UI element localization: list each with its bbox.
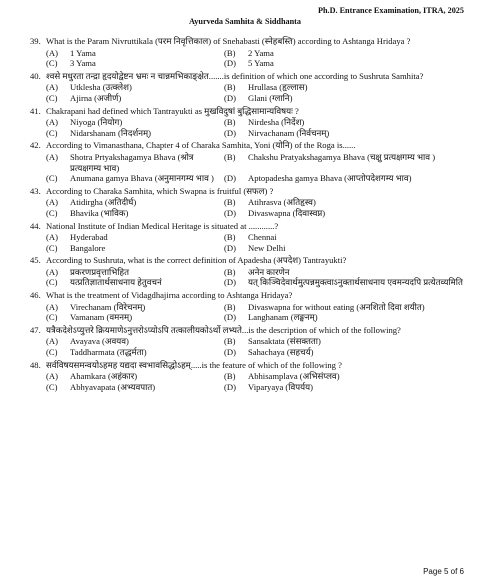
option-label: (B)	[224, 197, 236, 208]
option	[224, 267, 464, 278]
option-label: (D)	[224, 58, 236, 69]
option-text: Atidirgha (अतिदीर्घ)	[70, 197, 137, 208]
subject-title: Ayurveda Samhita & Siddhanta	[189, 17, 301, 26]
option	[46, 267, 224, 278]
option	[224, 58, 464, 69]
option-text: Divaswapna for without eating (अनशितो दिवा शयीत)	[248, 301, 425, 312]
option	[46, 208, 224, 219]
option-text: Taddharmata (तद्धर्मता)	[70, 347, 147, 358]
option	[224, 93, 464, 104]
option	[224, 197, 464, 208]
option-label: (A)	[46, 47, 58, 58]
question-item	[30, 221, 466, 254]
exam-title: Ph.D. Entrance Examination, ITRA, 2025	[317, 6, 464, 15]
option-label: (A)	[46, 151, 58, 162]
option-label: (C)	[46, 58, 58, 69]
option-label: (D)	[224, 381, 236, 392]
option-label: (D)	[224, 312, 236, 323]
option-label: (C)	[46, 277, 58, 288]
option-label: (A)	[46, 336, 58, 347]
option-label: (A)	[46, 266, 58, 277]
option	[46, 371, 224, 382]
option-text: Chakshu Pratyakshagamya Bhava (चक्षु प्रत्यक्षगम्य भाव )	[248, 151, 436, 162]
option-text: Abhyavapata (अभ्यवपात)	[70, 381, 156, 392]
option	[46, 152, 224, 173]
option-text: Hrullasa (हृल्लास)	[248, 82, 308, 93]
option-text: Nidarshanam (निदर्शनम्)	[70, 127, 152, 138]
option-text: Virechanam (विरेचनम्)	[70, 301, 146, 312]
option-label: (A)	[46, 301, 58, 312]
question-number: 46.	[30, 290, 41, 301]
question-item	[30, 36, 466, 69]
option	[46, 302, 224, 313]
option-label: (C)	[46, 347, 58, 358]
options-group	[46, 267, 466, 288]
options-group	[46, 232, 466, 253]
option	[46, 197, 224, 208]
question-number: 41.	[30, 105, 41, 116]
option-text: Bangalore	[70, 242, 106, 253]
option-text: Utklesha (उत्क्लेश)	[70, 82, 132, 93]
option-text: Divaswapna (दिवास्वप्न)	[248, 207, 326, 218]
question-number: 40.	[30, 70, 41, 81]
option	[46, 48, 224, 59]
option	[224, 382, 464, 393]
option-label: (B)	[224, 301, 236, 312]
question-text: National Institute of Indian Medical Heritage is situated at ............?	[46, 220, 279, 231]
question-text: सर्वविषयसमन्वयोऽहमह यद्यदा स्वभावसिद्धोऽहम्.....is the feature of which of the following ?	[46, 359, 342, 370]
question-text: What is the treatment of Vidagdhajirna according to Ashtanga Hridaya?	[46, 290, 293, 301]
question-text: According to Sushruta, what is the correct definition of Apadesha (अपदेश) Tantrayukti?	[46, 255, 347, 266]
option-text: यत् किञ्चिदेवार्थमुत्पन्नमुक्त्वाऽनुक्तार्थसाधनाय एवमन्यदपि प्रत्येतव्यमिति	[248, 277, 463, 288]
question-item	[30, 71, 466, 104]
option	[224, 347, 464, 358]
option-text: Nirdesha (निर्देश)	[248, 117, 305, 128]
option-label: (B)	[224, 82, 236, 93]
option-label: (A)	[46, 82, 58, 93]
question-item	[30, 360, 466, 393]
options-group	[46, 82, 466, 103]
option-text: 1 Yama	[70, 47, 96, 58]
option	[46, 58, 224, 69]
option	[224, 312, 464, 323]
option	[46, 312, 224, 323]
options-group	[46, 371, 466, 392]
option-label: (D)	[224, 207, 236, 218]
option	[224, 152, 464, 173]
option	[46, 243, 224, 254]
option-label: (A)	[46, 197, 58, 208]
option-text: Nirvachanam (निर्वचनम्)	[248, 127, 330, 138]
question-item	[30, 140, 466, 183]
options-group	[46, 302, 466, 323]
option-text: Glani (ग्लानि)	[248, 92, 293, 103]
question-text: According to Vimanasthana, Chapter 4 of Charaka Samhita, Yoni (योनि) of the Roga is......	[46, 140, 356, 151]
option-text: 2 Yama	[248, 47, 274, 58]
options-group	[46, 48, 466, 69]
option-text: अनेन कारणेन	[248, 266, 290, 277]
option-label: (B)	[224, 117, 236, 128]
option-label: (B)	[224, 151, 236, 162]
option	[224, 128, 464, 139]
option-label: (B)	[224, 371, 236, 382]
option-label: (C)	[46, 207, 58, 218]
option	[46, 117, 224, 128]
options-group	[46, 117, 466, 138]
option-text: Hyderabad	[70, 232, 108, 243]
option-text: Anumana gamya Bhava (अनुमानगम्य भाव )	[70, 173, 214, 184]
option-text: Vamanam (वमनम्)	[70, 312, 133, 323]
option-label: (D)	[224, 242, 236, 253]
option-label: (A)	[46, 232, 58, 243]
option	[46, 128, 224, 139]
option-text: Ahamkara (अहंकार)	[70, 371, 138, 382]
option-label: (D)	[224, 127, 236, 138]
option	[46, 173, 224, 184]
option-text: 5 Yama	[248, 58, 274, 69]
option-text: Sansaktata (संसक्तता)	[248, 336, 321, 347]
option-label: (B)	[224, 336, 236, 347]
option	[224, 82, 464, 93]
option-label: (D)	[224, 347, 236, 358]
question-text: What is the Param Nivruttikala (परम निवृत्तिकाल) of Snehabasti (स्नेहबस्ति) according to Ashtanga Hridaya ?	[46, 36, 411, 46]
option-label: (B)	[224, 266, 236, 277]
option	[224, 336, 464, 347]
option-text: Avayava (अवयव)	[70, 336, 129, 347]
option	[224, 117, 464, 128]
question-number: 44.	[30, 220, 41, 231]
option	[224, 208, 464, 219]
option-text: Niyoga (नियोग)	[70, 117, 123, 128]
option	[224, 173, 464, 184]
option-text: Viparyaya (विपर्यय)	[248, 381, 313, 392]
option-label: (C)	[46, 92, 58, 103]
options-group	[46, 152, 466, 184]
option-label: (D)	[224, 277, 236, 288]
option-text: 3 Yama	[70, 58, 96, 69]
question-number: 39.	[30, 36, 41, 46]
option-label: (D)	[224, 92, 236, 103]
option	[46, 336, 224, 347]
option	[224, 371, 464, 382]
option	[46, 277, 224, 288]
question-text: श्वसे मधुरता तन्द्रा हृदयोद्वेष्टन भ्रमः न चान्नमभिकाङ्क्षेत.......is definition of which one according to Sushruta Samhita?	[46, 70, 424, 81]
option	[224, 277, 464, 288]
option-label: (B)	[224, 232, 236, 243]
question-number: 48.	[30, 359, 41, 370]
question-item	[30, 106, 466, 139]
question-number: 47.	[30, 324, 41, 335]
option	[46, 347, 224, 358]
option-label: (B)	[224, 47, 236, 58]
option-label: (A)	[46, 117, 58, 128]
option-label: (C)	[46, 312, 58, 323]
question-list	[30, 36, 466, 394]
option-label: (C)	[46, 127, 58, 138]
option	[224, 232, 464, 243]
page-number: Page 5 of 6	[423, 567, 464, 576]
option-text: Ajirna (अजीर्ण)	[70, 92, 122, 103]
option	[46, 382, 224, 393]
option-text: Aptopadesha gamya Bhava (आप्तोपदेशगम्य भाव)	[248, 173, 412, 184]
question-text: Chakrapani had defined which Tantrayukti as मुखविदुषां बुद्धिसामान्यविषयः ?	[46, 105, 299, 116]
option	[224, 243, 464, 254]
question-item	[30, 290, 466, 323]
option-text: Bhavika (भाविक)	[70, 207, 129, 218]
option-text: यत्प्रतिज्ञातार्थसाधनाय हेतुवचनं	[70, 277, 162, 288]
question-text: यत्रैकदेशेऽप्युत्तरे क्रियमाणेऽनुत्तरोऽप्योऽपि तत्कालीयकोऽर्थो लभ्यते...is the description of which of the following?	[46, 324, 401, 335]
option-text: Sahachaya (सहचर्य)	[248, 347, 314, 358]
option-text: Shotra Prtyakshagamya Bhava (श्रोत्र प्रत्यक्षगम्य भाव)	[70, 151, 194, 173]
question-number: 43.	[30, 185, 41, 196]
option-text: Abhisamplava (अभिसंप्लव)	[248, 371, 340, 382]
option-label: (A)	[46, 371, 58, 382]
option-text: प्रकरणप्रवृत्ताभिहित	[70, 266, 130, 277]
option	[224, 48, 464, 59]
option-label: (C)	[46, 173, 58, 184]
option-label: (D)	[224, 173, 236, 184]
question-text: According to Charaka Samhita, which Swapna is fruitful (सफल) ?	[46, 185, 274, 196]
option-text: New Delhi	[248, 242, 286, 253]
question-number: 42.	[30, 140, 41, 151]
option	[46, 93, 224, 104]
question-item	[30, 325, 466, 358]
option-label: (C)	[46, 242, 58, 253]
option-text: Langhanam (लङ्घनम्)	[248, 312, 318, 323]
options-group	[46, 336, 466, 357]
question-item	[30, 186, 466, 219]
options-group	[46, 197, 466, 218]
option	[46, 232, 224, 243]
option	[46, 82, 224, 93]
option-text: Atihrasva (अतिहृस्व)	[248, 197, 316, 208]
question-item	[30, 255, 466, 288]
option-text: Chennai	[248, 232, 277, 243]
option	[224, 302, 464, 313]
option-label: (C)	[46, 381, 58, 392]
question-number: 45.	[30, 255, 41, 266]
